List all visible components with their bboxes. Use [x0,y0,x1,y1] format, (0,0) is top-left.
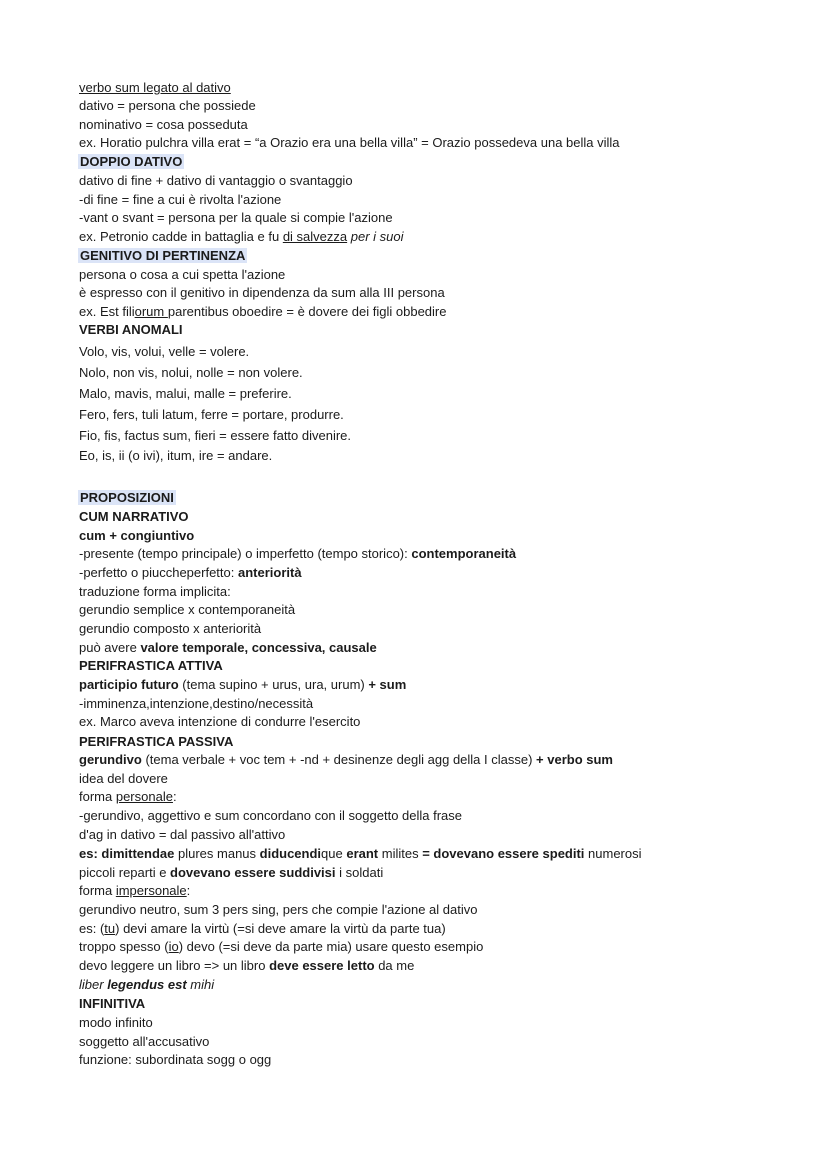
text-run: plures manus [174,846,260,861]
text-run: soggetto all'accusativo [79,1034,210,1049]
text-run: orum [134,304,168,319]
text-run: forma [79,789,116,804]
text-run: -imminenza,intenzione,destino/necessità [79,696,314,711]
text-line [79,845,642,863]
text-run: (tema verbale + voc tem + -nd + desinenze degli agg della I classe) [141,752,537,767]
section-heading [79,247,247,265]
text-line [79,385,292,403]
text-run: contemporaneità [411,546,517,561]
text-run: io [168,939,179,954]
text-line [79,639,377,657]
text-run: gerundivo neutro, sum 3 pers sing, pers che compie l'azione al dativo [79,902,478,917]
section-heading [79,995,145,1013]
text-line [79,564,302,582]
text-run: Volo, vis, volui, velle = volere. [79,344,250,359]
text-line [79,826,285,844]
text-run: d'ag in dativo = dal passivo all'attivo [79,827,286,842]
text-line [79,303,446,321]
section-heading [79,321,183,339]
text-run: deve essere letto [269,958,375,973]
text-run: diducendi [259,846,322,861]
text-run: -vant o svant = persona per la quale si compie l'azione [79,210,393,225]
highlighted-heading [78,248,247,263]
text-run: da me [374,958,415,973]
text-line [79,1033,209,1051]
text-run: dativo = persona che possiede [79,98,256,113]
text-run: parentibus oboedire = è dovere dei figli obbedire [167,304,447,319]
text-run: INFINITIVA [79,996,146,1011]
text-run: anteriorità [237,565,302,580]
section-heading [79,657,223,675]
text-run: -presente (tempo principale) o imperfetto (tempo storico): [79,546,412,561]
text-run: numerosi [584,846,642,861]
text-run: verbo sum legato al dativo [79,80,231,95]
text-run: forma [79,883,116,898]
text-line [79,545,516,563]
text-run: participio futuro [79,677,179,692]
text-run: : [186,883,191,898]
text-line [79,751,613,769]
text-line [79,1014,153,1032]
text-run: ex. Marco aveva intenzione di condurre l'esercito [79,714,361,729]
section-heading [79,489,176,507]
text-line [79,920,446,938]
text-run: : [172,789,177,804]
text-run: valore temporale, concessiva, causale [140,640,377,655]
text-line [79,583,231,601]
text-run: tu [104,921,116,936]
text-run: gerundio composto x anteriorità [79,621,262,636]
text-line [79,976,214,994]
text-run: gerundio semplice x contemporaneità [79,602,296,617]
text-run: -perfetto o piuccheperfetto: [79,565,238,580]
text-run: troppo spesso ( [79,939,169,954]
text-run: impersonale [115,883,187,898]
section-heading [79,733,233,751]
text-line [79,134,620,152]
text-run: Eo, is, ii (o ivi), itum, ire = andare. [79,448,273,463]
text-run: personale [115,789,173,804]
text-line [79,406,344,424]
text-run: può avere [79,640,141,655]
text-run: Fio, fis, factus sum, fieri = essere fatto divenire. [79,428,352,443]
text-line [79,209,393,227]
text-run: DOPPIO DATIVO [80,154,183,169]
text-line [79,364,303,382]
text-line [79,172,353,190]
text-run: + verbo sum [536,752,613,767]
text-run: -di fine = fine a cui è rivolta l'azione [79,192,282,207]
text-line [79,713,360,731]
text-run: + sum [368,677,407,692]
text-run: dativo di fine + dativo di vantaggio o svantaggio [79,173,353,188]
text-run: que [321,846,347,861]
text-run: traduzione forma implicita: [79,584,231,599]
text-line [79,882,190,900]
text-run: CUM NARRATIVO [79,509,189,524]
text-run: cum + congiuntivo [79,528,195,543]
text-run: PERIFRASTICA PASSIVA [79,734,234,749]
text-line [79,284,445,302]
text-line [79,807,462,825]
text-run: è espresso con il genitivo in dipendenza da sum alla III persona [79,285,445,300]
text-run: ex. Est fili [79,304,135,319]
text-line [79,770,168,788]
text-run: Malo, mavis, malui, malle = preferire. [79,386,292,401]
text-run: persona o cosa a cui spetta l'azione [79,267,286,282]
text-run: ) devo (=si deve da parte mia) usare questo esempio [178,939,484,954]
text-run: di salvezza [282,229,348,244]
text-line [79,788,177,806]
text-line [79,901,477,919]
text-line [79,620,261,638]
text-line [79,864,383,882]
text-run: idea del dovere [79,771,168,786]
text-run: ex. Petronio cadde in battaglia e fu [79,229,283,244]
text-run: es: ( [79,921,105,936]
text-run: Fero, fers, tuli latum, ferre = portare, produrre. [79,407,344,422]
text-run: liber [79,977,108,992]
highlighted-heading [78,490,176,505]
section-heading [79,153,184,171]
text-run: -gerundivo, aggettivo e sum concordano con il soggetto della frase [79,808,463,823]
text-run: ex. Horatio pulchra villa erat = “a Orazio era una bella villa” = Orazio possedeva una bella villa [79,135,620,150]
section-heading [79,508,189,526]
text-line [79,695,313,713]
text-run: PERIFRASTICA ATTIVA [79,658,223,673]
text-run: i soldati [335,865,384,880]
text-run: Nolo, non vis, nolui, nolle = non volere. [79,365,303,380]
text-line [79,938,483,956]
section-heading [79,527,194,545]
highlighted-heading [78,154,184,169]
text-run: VERBI ANOMALI [79,322,183,337]
text-run: GENITIVO DI PERTINENZA [80,248,246,263]
text-line [79,191,281,209]
text-line [79,957,414,975]
text-run: ) devi amare la virtù (=si deve amare la virtù da parte tua) [115,921,446,936]
text-line [79,79,231,97]
text-run: PROPOSIZIONI [80,490,174,505]
text-run: per i suoi [350,229,404,244]
text-run: erant [346,846,379,861]
text-run: dimittendae [101,846,175,861]
text-run: legendus est [107,977,187,992]
text-line [79,427,351,445]
text-line [79,116,248,134]
text-line [79,266,285,284]
text-run: milites [378,846,423,861]
text-line [79,343,249,361]
text-line [79,228,404,246]
text-run: es: [79,846,102,861]
text-line [79,601,295,619]
text-run: mihi [186,977,215,992]
text-run: dovevano essere suddivisi [170,865,336,880]
text-run: = dovevano essere spediti [422,846,585,861]
text-line [79,97,256,115]
text-run: gerundivo [79,752,142,767]
text-line [79,1051,271,1069]
text-run: modo infinito [79,1015,153,1030]
text-run: funzione: subordinata sogg o ogg [79,1052,272,1067]
text-run: (tema supino + urus, ura, urum) [178,677,369,692]
text-line [79,447,272,465]
text-run: piccoli reparti e [79,865,171,880]
text-run: nominativo = cosa posseduta [79,117,248,132]
text-run: devo leggere un libro => un libro [79,958,270,973]
text-line [79,676,406,694]
